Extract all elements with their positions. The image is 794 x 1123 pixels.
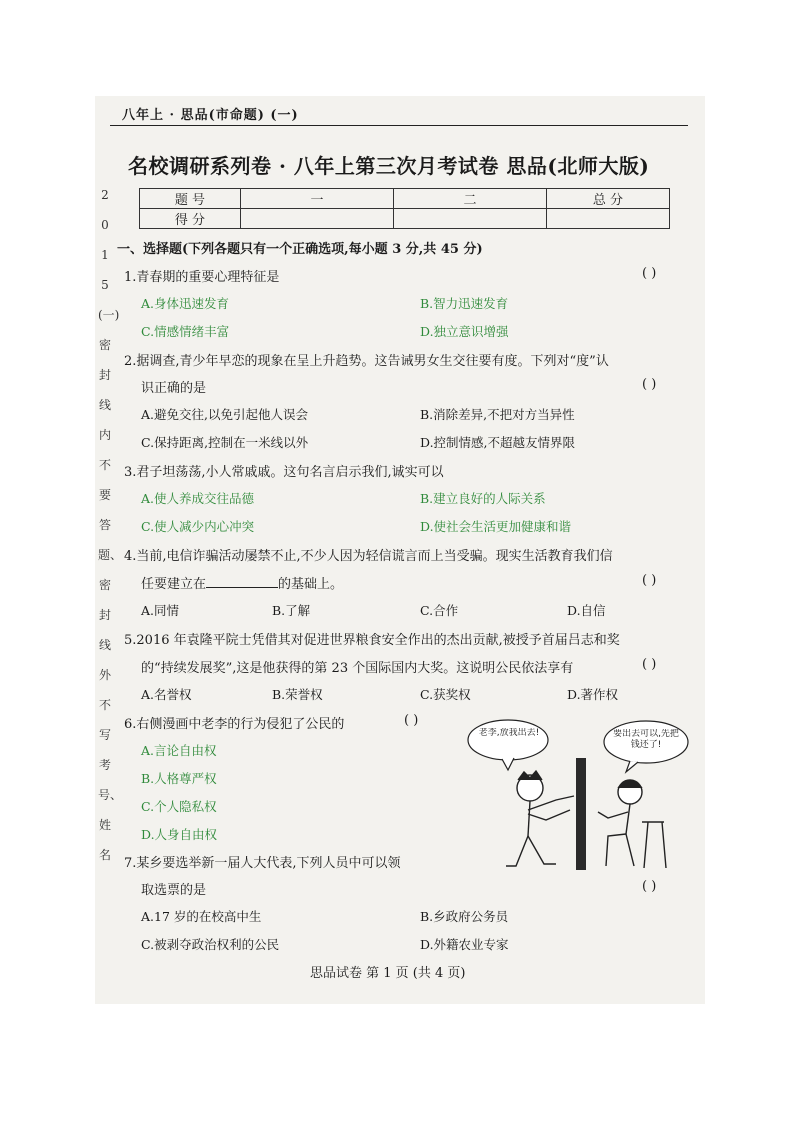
q1-option-d: D.独立意识增强 — [420, 324, 509, 339]
score-cell-1 — [241, 209, 394, 229]
score-col-2: 二 — [394, 189, 547, 209]
paper-header: 八年上 · 思品(市命题) (一) — [122, 108, 299, 123]
question-1-stem: 1.青春期的重要心理特征是 — [124, 270, 280, 285]
q1-option-b: B.智力迅速发育 — [420, 296, 509, 311]
question-7-stem: 7.某乡要选举新一届人大代表,下列人员中可以领 — [124, 856, 401, 871]
door-wall — [576, 758, 586, 870]
question-5-stem: 5.2016 年袁隆平院士凭借其对促进世界粮食安全作出的杰出贡献,被授予首届吕志和奖 — [124, 633, 620, 648]
q5-option-d: D.著作权 — [567, 687, 619, 702]
question-5-answer: ( ) — [642, 657, 657, 672]
q3-option-a: A.使人养成交往品德 — [141, 491, 255, 506]
bubble-right-text: 要出去可以,先把钱还了! — [613, 729, 679, 750]
q6-option-c: C.个人隐私权 — [141, 799, 217, 814]
question-4-stem: 4.当前,电信诈骗活动屡禁不止,不少人因为轻信谎言而上当受骗。现实生活教育我们信 — [124, 549, 613, 564]
header-rule — [110, 125, 688, 126]
question-7-stem-cont: 取选票的是 — [141, 883, 207, 898]
guard-person-figure — [598, 780, 666, 868]
q3-option-d: D.使社会生活更加健康和谐 — [420, 519, 572, 534]
trapped-person-figure — [506, 771, 574, 866]
bubble-left-text: 老李,放我出去! — [478, 728, 540, 738]
q7-option-c: C.被剥夺政治权利的公民 — [141, 937, 280, 952]
q3-option-c: C.使人减少内心冲突 — [141, 519, 255, 534]
score-cell-2 — [394, 209, 547, 229]
score-table — [139, 188, 670, 229]
q6-option-d: D.人身自由权 — [141, 827, 218, 842]
score-label-question: 题 号 — [140, 189, 241, 209]
question-1-answer: ( ) — [642, 266, 657, 281]
q4-option-b: B.了解 — [272, 603, 311, 618]
q5-option-b: B.荣誉权 — [272, 687, 323, 702]
q7-option-b: B.乡政府公务员 — [420, 909, 509, 924]
question-5-stem-cont: 的“持续发展奖”,这是他获得的第 23 个国际国内大奖。这说明公民依法享有 — [141, 661, 574, 676]
cartoon-illustration — [458, 718, 694, 873]
score-col-total: 总 分 — [547, 189, 670, 209]
q2-option-c: C.保持距离,控制在一米线以外 — [141, 435, 309, 450]
q7-option-d: D.外籍农业专家 — [420, 937, 509, 952]
section-heading: 一、选择题(下列各题只有一个正确选项,每小题 3 分,共 45 分) — [117, 242, 483, 257]
q2-option-d: D.控制情感,不超越友情界限 — [420, 435, 576, 450]
question-3-stem: 3.君子坦荡荡,小人常戚戚。这句名言启示我们,诚实可以 — [124, 465, 444, 480]
question-2-answer: ( ) — [642, 377, 657, 392]
q4-option-d: D.自信 — [567, 603, 606, 618]
q4-option-c: C.合作 — [420, 603, 459, 618]
score-label-points: 得 分 — [140, 209, 241, 229]
question-2-stem: 2.据调查,青少年早恋的现象在呈上升趋势。这告诫男女生交往要有度。下列对“度”认 — [124, 354, 609, 369]
page-footer: 思品试卷 第 1 页 (共 4 页) — [310, 966, 466, 981]
question-4-stem-part2: 的基础上。 — [278, 577, 344, 592]
q6-option-b: B.人格尊严权 — [141, 771, 217, 786]
q6-option-a: A.言论自由权 — [141, 743, 217, 758]
q1-option-c: C.情感情绪丰富 — [141, 324, 230, 339]
question-6-answer: ( ) — [404, 713, 419, 728]
q5-option-a: A.名誉权 — [141, 687, 192, 702]
question-4-answer: ( ) — [642, 573, 657, 588]
score-col-1: 一 — [241, 189, 394, 209]
q2-option-a: A.避免交往,以免引起他人误会 — [141, 407, 308, 422]
fill-blank — [206, 575, 278, 588]
question-4-stem-part1: 任要建立在 — [141, 577, 207, 592]
binding-margin-text: 2015(一)密封线内不要答题、密封线外不写考号、姓名 — [98, 188, 123, 862]
question-4-stem-cont — [141, 573, 343, 592]
question-7-answer: ( ) — [642, 879, 657, 894]
q4-option-a: A.同情 — [141, 603, 180, 618]
q7-option-a: A.17 岁的在校高中生 — [141, 909, 262, 924]
score-cell-total — [547, 209, 670, 229]
q2-option-b: B.消除差异,不把对方当异性 — [420, 407, 575, 422]
exam-title: 名校调研系列卷 · 八年上第三次月考试卷 思品(北师大版) — [128, 154, 650, 178]
q5-option-c: C.获奖权 — [420, 687, 471, 702]
q3-option-b: B.建立良好的人际关系 — [420, 491, 546, 506]
q1-option-a: A.身体迅速发育 — [141, 296, 230, 311]
question-6-stem: 6.右侧漫画中老李的行为侵犯了公民的 — [124, 717, 345, 732]
question-2-stem-cont: 识正确的是 — [141, 381, 207, 396]
